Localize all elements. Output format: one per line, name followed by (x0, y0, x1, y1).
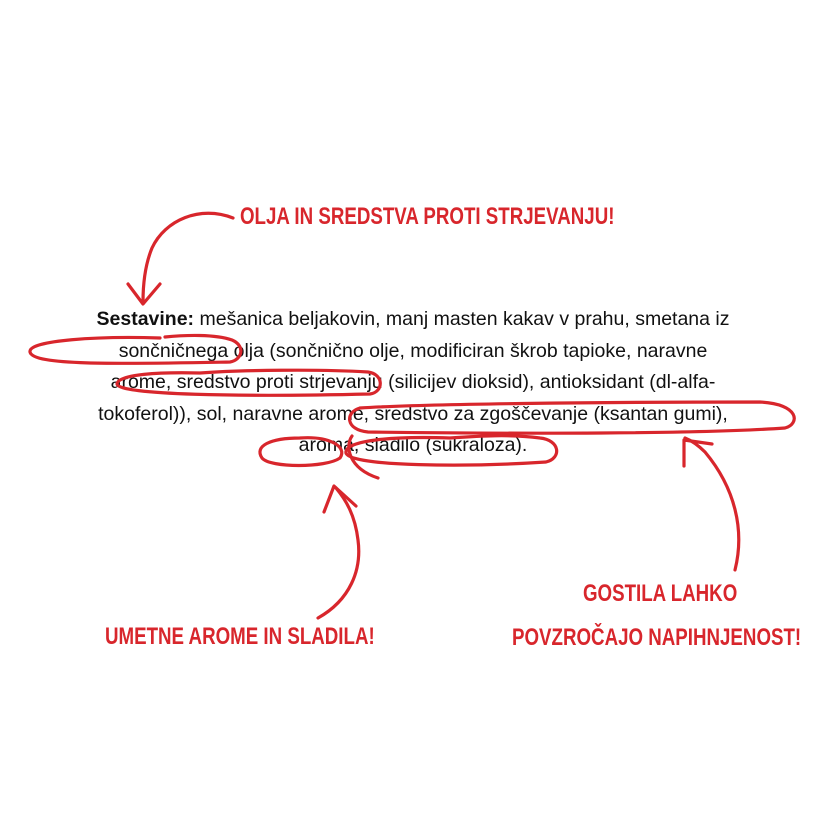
callout-thickeners-line-1: GOSTILA LAHKO (583, 580, 738, 607)
arrow-oils-head (128, 284, 160, 304)
callout-oils-anticaking: OLJA IN SREDSTVA PROTI STRJEVANJU! (240, 203, 615, 230)
ingredients-line-5: aroma, sladilo (sukraloza). (298, 434, 528, 456)
callout-artificial-flavors-sweeteners: UMETNE AROME IN SLADILA! (105, 623, 375, 650)
arrow-oils (143, 213, 233, 302)
ingredients-label: Sestavine: (96, 308, 195, 330)
ingredients-paragraph (18, 304, 808, 462)
arrow-artificial (318, 488, 359, 618)
arrow-artificial-head (324, 486, 356, 512)
ingredients-line-1 (18, 304, 808, 336)
ingredients-line-2: sončničnega olja (sončnično olje, modificiran škrob tapioke, naravne (118, 339, 708, 362)
callout-thickeners-line-2: POVZROČAJO NAPIHNJENOST! (512, 624, 802, 651)
ingredients-line-3: arome, sredstvo proti strjevanju (silicijev dioksid), antioksidant (dl-alfa- (110, 371, 716, 393)
ingredients-line-4: tokoferol)), sol, naravne arome, sredstvo za zgoščevanje (ksantan gumi), (98, 402, 728, 425)
ingredients-line-1-text: mešanica beljakovin, manj masten kakav v prahu, smetana iz (199, 308, 730, 330)
